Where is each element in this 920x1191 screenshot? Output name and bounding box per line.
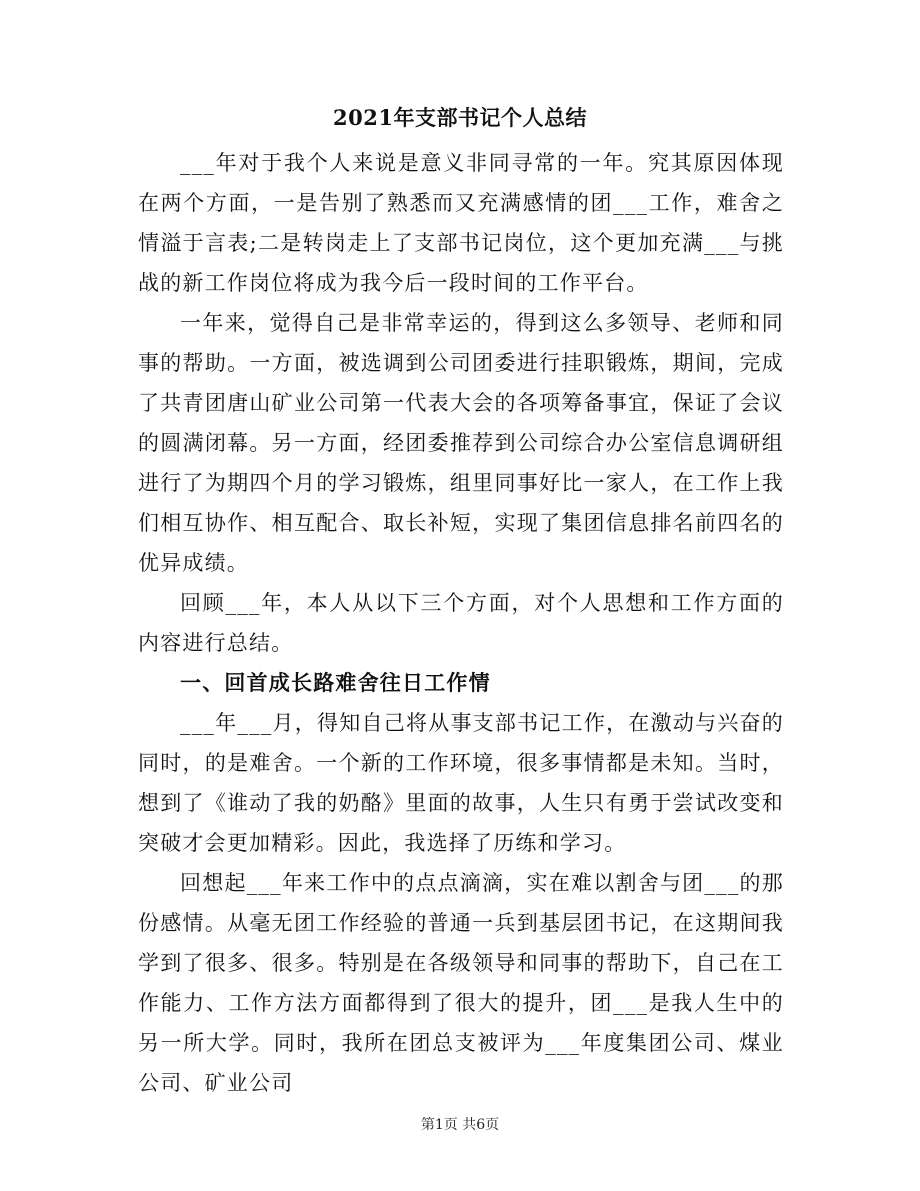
paragraph-transfer: ___年___月，得知自己将从事支部书记工作，在激动与兴奋的同时，的是难舍。一个新的工作环境，很多事情都是未知。当时，想到了《谁动了我的奶酪》里面的故事，人生只有勇于尝试改变和突破才会更加精彩。因此，我选择了历练和学习。 xyxy=(138,711,784,855)
document-title: 2021年支部书记个人总结 xyxy=(333,105,587,130)
document-body xyxy=(138,143,784,1103)
paragraph-gratitude: 一年来，觉得自己是非常幸运的，得到这么多领导、老师和同事的帮助。一方面，被选调到公司团委进行挂职锻炼，期间，完成了共青团唐山矿业公司第一代表大会的各项筹备事宜，保证了会议的圆满闭幕。另一方面，经团委推荐到公司综合办公室信息调研组进行了为期四个月的学习锻炼，组里同事好比一家人，在工作上我们相互协作、相互配合、取长补短，实现了集团信息排名前四名的优异成绩。 xyxy=(138,311,784,575)
page-number: 第1页 共6页 xyxy=(420,1117,500,1133)
paragraph-reflection: 回想起___年来工作中的点点滴滴，实在难以割舍与团___的那份感情。从毫无团工作经验的普通一兵到基层团书记，在这期间我学到了很多、很多。特别是在各级领导和同事的帮助下，自己在工作能力、工作方法方面都得到了很大的提升，团___是我人生中的另一所大学。同时，我所在团总支被评为___年度集团公司、煤业公司、矿业公司 xyxy=(138,871,784,1095)
section-heading-1: 一、回首成长路难舍往日工作情 xyxy=(180,670,491,695)
paragraph-intro: ___年对于我个人来说是意义非同寻常的一年。究其原因体现在两个方面，一是告别了熟悉而又充满感情的团___工作，难舍之情溢于言表;二是转岗走上了支部书记岗位，这个更加充满___与挑战的新工作岗位将成为我今后一段时间的工作平台。 xyxy=(138,151,784,295)
paragraph-review: 回顾___年，本人从以下三个方面，对个人思想和工作方面的内容进行总结。 xyxy=(138,591,784,655)
